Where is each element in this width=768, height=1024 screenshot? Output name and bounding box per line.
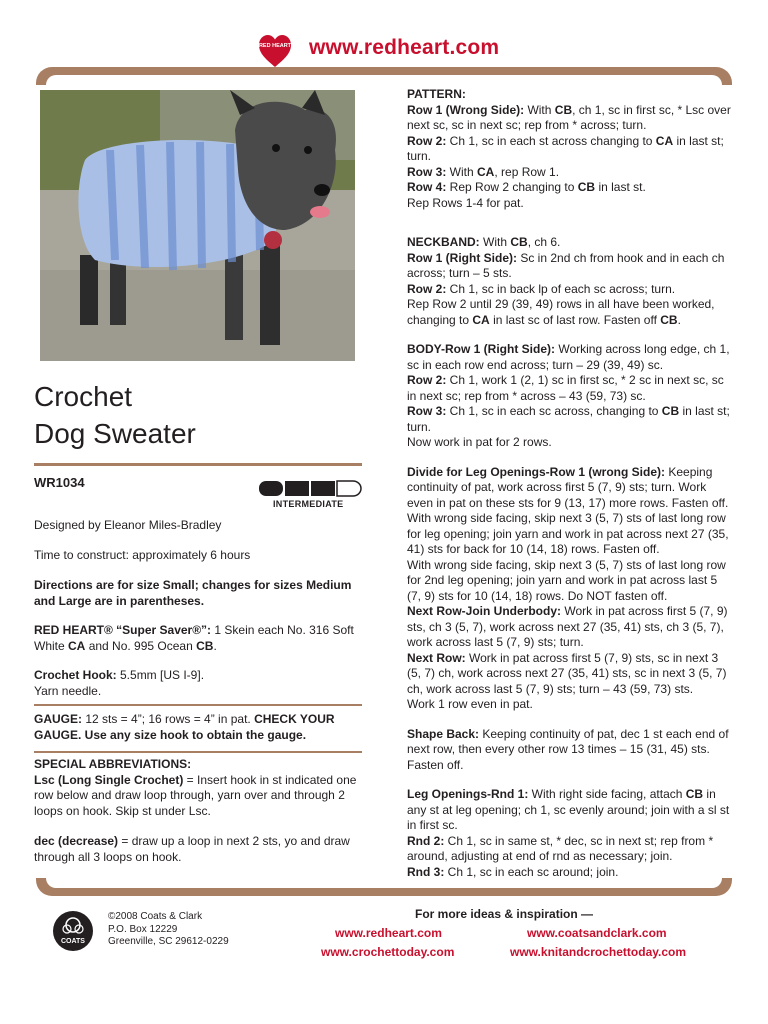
section-label: Divide for Leg Openings-Row 1 (wrong Side): — [407, 464, 666, 479]
row-label: Row 2: — [407, 133, 447, 148]
body-section — [407, 342, 732, 451]
row-text: , rep Row 1. — [494, 164, 560, 179]
shape-back-section — [407, 727, 732, 774]
divider — [34, 704, 362, 706]
gauge-value: 12 sts = 4”; 16 rows = 4” in pat. — [82, 712, 255, 726]
row-label: Row 2: — [407, 373, 447, 387]
row-text: Ch 1, sc in each sc across, changing to — [446, 404, 662, 418]
neckband-section — [407, 235, 732, 328]
color-b: CB — [510, 235, 528, 249]
row-label: Row 4: — [407, 180, 447, 194]
pattern-section — [407, 87, 732, 211]
copyright: ©2008 Coats & Clark — [108, 911, 203, 922]
row-text: Rep Rows 1-4 for pat. — [407, 195, 524, 210]
row-text: With — [446, 164, 478, 179]
lsc-label: Lsc (Long Single Crochet) — [34, 772, 184, 787]
row-text: Work in pat across first 5 (7, 9) sts, ch 3 (5, 7), work across next 27 (35, 41) sts, ch 3 (5, 7), work across last 5 (7, 9) sts; turn. — [407, 604, 728, 649]
title-line-2: Dog Sweater — [34, 418, 196, 449]
color-a: CA — [68, 638, 86, 653]
row-label: Row 2: — [407, 281, 447, 296]
link-crochettoday[interactable]: www.crochettoday.com — [321, 945, 455, 959]
row-text: With wrong side facing, skip next 3 (5, 7) sts of last long row for 2nd leg opening; join yarn and work in pat across last 5 (7, 9) sts for 10 (14, 18) rows. Do NOT fasten off. — [407, 557, 726, 603]
color-a: CA — [472, 312, 490, 327]
yarn-brand: RED HEART® “Super Saver®”: — [34, 623, 212, 637]
row-label: Row 1 (Right Side): — [407, 250, 517, 265]
row-text: in last st; turn. — [407, 404, 730, 434]
color-b: CB — [661, 404, 680, 418]
top-decorative-band — [36, 67, 732, 85]
leg-openings-section — [407, 787, 732, 880]
row-text: Ch 1, work 1 (2, 1) sc in first sc, * 2 sc in next sc, sc in next sc; rep from * across – 43 (59, 73) sc. — [407, 373, 724, 403]
row-text: Keeping continuity of pat, dec 1 st each end of next row, then every other row 13 times – 15 (31, 45) sts. Fasten off. — [407, 726, 729, 772]
dec-text: = draw up a loop in next 2 sts, yo and draw through all 3 loops on hook. — [34, 834, 350, 864]
row-text: Keeping continuity of pat, work across first 5 (7, 9) sts; turn. Work even in pat on these sts for 9 (13, 17) more rows. Fasten off. — [407, 464, 729, 510]
bottom-decorative-band — [36, 878, 732, 896]
page-title — [34, 378, 196, 452]
more-ideas-heading: For more ideas & inspiration — — [415, 907, 594, 921]
row-label: Row 3: — [407, 164, 447, 179]
section-label: Shape Back: — [407, 726, 480, 741]
abbrev-heading: SPECIAL ABBREVIATIONS: — [34, 757, 192, 771]
lsc-text: = Insert hook in st indicated one row below and draw loop through, yarn over and through 2 loops on hook. Skip st under Lsc. — [34, 772, 357, 818]
row-text: in last st. — [595, 180, 646, 194]
hook-info — [34, 668, 364, 699]
color-b: CB — [685, 787, 704, 801]
row-label: Row 1 (Wrong Side): — [407, 102, 525, 117]
row-text: Sc in 2nd ch from hook and in each ch across; turn – 5 sts. — [407, 250, 725, 280]
coats-logo-text: COATS — [61, 938, 85, 945]
color-b: CB — [196, 638, 214, 653]
row-label: BODY-Row 1 (Right Side): — [407, 342, 555, 356]
gauge-check: CHECK YOUR GAUGE. Use any size hook to obtain the gauge. — [34, 712, 335, 742]
row-label: Next Row-Join Underbody: — [407, 604, 562, 618]
site-url-link[interactable]: www.redheart.com — [309, 36, 500, 59]
color-a: CA — [655, 133, 674, 148]
row-text: . — [677, 312, 681, 327]
po-box: P.O. Box 12229 — [108, 923, 178, 935]
yarn-materials — [34, 623, 364, 654]
row-text: With — [479, 235, 511, 249]
row-text: With — [524, 102, 555, 117]
divider — [34, 463, 362, 466]
row-text: Working across long edge, ch 1, sc in each row end across; turn – 29 (39, 49) sc. — [407, 342, 730, 372]
row-text: in last st; turn. — [407, 133, 724, 163]
yarn-text: . — [213, 638, 217, 653]
row-text: Ch 1, sc in each st across changing to — [446, 133, 656, 148]
dec-label: dec (decrease) — [34, 834, 119, 848]
title-line-1: Crochet — [34, 381, 133, 412]
notions: Yarn needle. — [34, 683, 102, 698]
link-coatsandclark[interactable]: www.coatsandclark.com — [527, 926, 667, 940]
gauge-info — [34, 712, 364, 743]
row-text: in any st at leg opening; ch 1, sc evenly around; join with a sl st in first sc. — [407, 787, 730, 832]
city: Greenville, SC 29612-0229 — [108, 936, 229, 947]
color-b: CB — [660, 312, 678, 327]
pattern-code: WR1034 — [34, 475, 85, 490]
time-to-construct: Time to construct: approximately 6 hours — [34, 548, 251, 562]
row-label: Rnd 3: — [407, 864, 445, 879]
link-knitandcrochettoday[interactable]: www.knitandcrochettoday.com — [510, 945, 687, 959]
row-text: Ch 1, sc in back lp of each sc across; turn. — [446, 281, 676, 296]
red-heart-logo — [257, 33, 293, 69]
row-text: in last sc of last row. Fasten off — [489, 312, 661, 327]
row-text: Ch 1, sc in same st, * dec, sc in next st; rep from * around, adjusting at end of rnd as necessary; join. — [407, 833, 714, 863]
divider — [34, 751, 362, 753]
section-label: Leg Openings-Rnd 1: — [407, 787, 529, 801]
row-text: , ch 6. — [527, 235, 561, 249]
row-label: Rnd 2: — [407, 833, 445, 848]
row-text: Rep Row 2 changing to — [446, 180, 578, 194]
pattern-heading: PATTERN: — [407, 87, 466, 101]
yarn-text: 1 Skein each No. 316 Soft White — [34, 623, 354, 653]
row-text: Ch 1, sc in each sc around; join. — [444, 864, 619, 879]
coats-logo — [52, 910, 94, 952]
row-label: Row 3: — [407, 404, 447, 418]
color-b: CB — [554, 102, 573, 117]
row-text: Work in pat across first 5 (7, 9) sts, sc in next 3 (5, 7) ch, work across next 27 (35, 41) sts, sc in next 3 (5, 7) ch, work across last 5 (7, 9) sts; turn – 43 (59, 73) sts. — [407, 650, 727, 696]
dec-abbreviation — [34, 834, 364, 865]
row-text: Work 1 row even in pat. — [407, 697, 533, 711]
color-b: CB — [577, 180, 596, 194]
designer-credit: Designed by Eleanor Miles-Bradley — [34, 518, 222, 532]
row-text: , ch 1, sc in first sc, * Lsc over next sc, sc in next sc; rep from * across; turn. — [407, 102, 731, 132]
row-text: Rep Row 2 until 29 (39, 49) rows in all have been worked, changing to — [407, 297, 715, 327]
instructions-column — [407, 87, 732, 894]
link-redheart[interactable]: www.redheart.com — [335, 926, 442, 940]
logo-text: RED HEART — [258, 43, 292, 49]
row-text: With right side facing, attach — [528, 787, 686, 801]
section-label: NECKBAND: — [407, 235, 480, 249]
hook-value: 5.5mm [US I-9]. — [116, 668, 205, 682]
skill-level-icon — [258, 480, 362, 498]
size-note: Directions are for size Small; changes for sizes Medium and Large are in parentheses. — [34, 578, 352, 608]
row-text: Now work in pat for 2 rows. — [407, 435, 552, 449]
dog-sweater-photo — [40, 90, 355, 361]
company-address — [108, 911, 229, 949]
color-a: CA — [477, 164, 495, 179]
row-text: With wrong side facing, skip next 3 (5, 7) sts of last long row for leg opening; join yarn and work in pat across next 27 (35, 41) sts for back for 10 (14, 18) rows. Fasten off. — [407, 511, 729, 556]
hook-label: Crochet Hook: — [34, 668, 117, 682]
divide-section — [407, 465, 732, 713]
skill-level-label: INTERMEDIATE — [273, 499, 344, 509]
row-label: Next Row: — [407, 650, 466, 665]
yarn-text: and No. 995 Ocean — [85, 638, 197, 653]
gauge-label: GAUGE: — [34, 712, 82, 726]
special-abbreviations — [34, 757, 364, 819]
